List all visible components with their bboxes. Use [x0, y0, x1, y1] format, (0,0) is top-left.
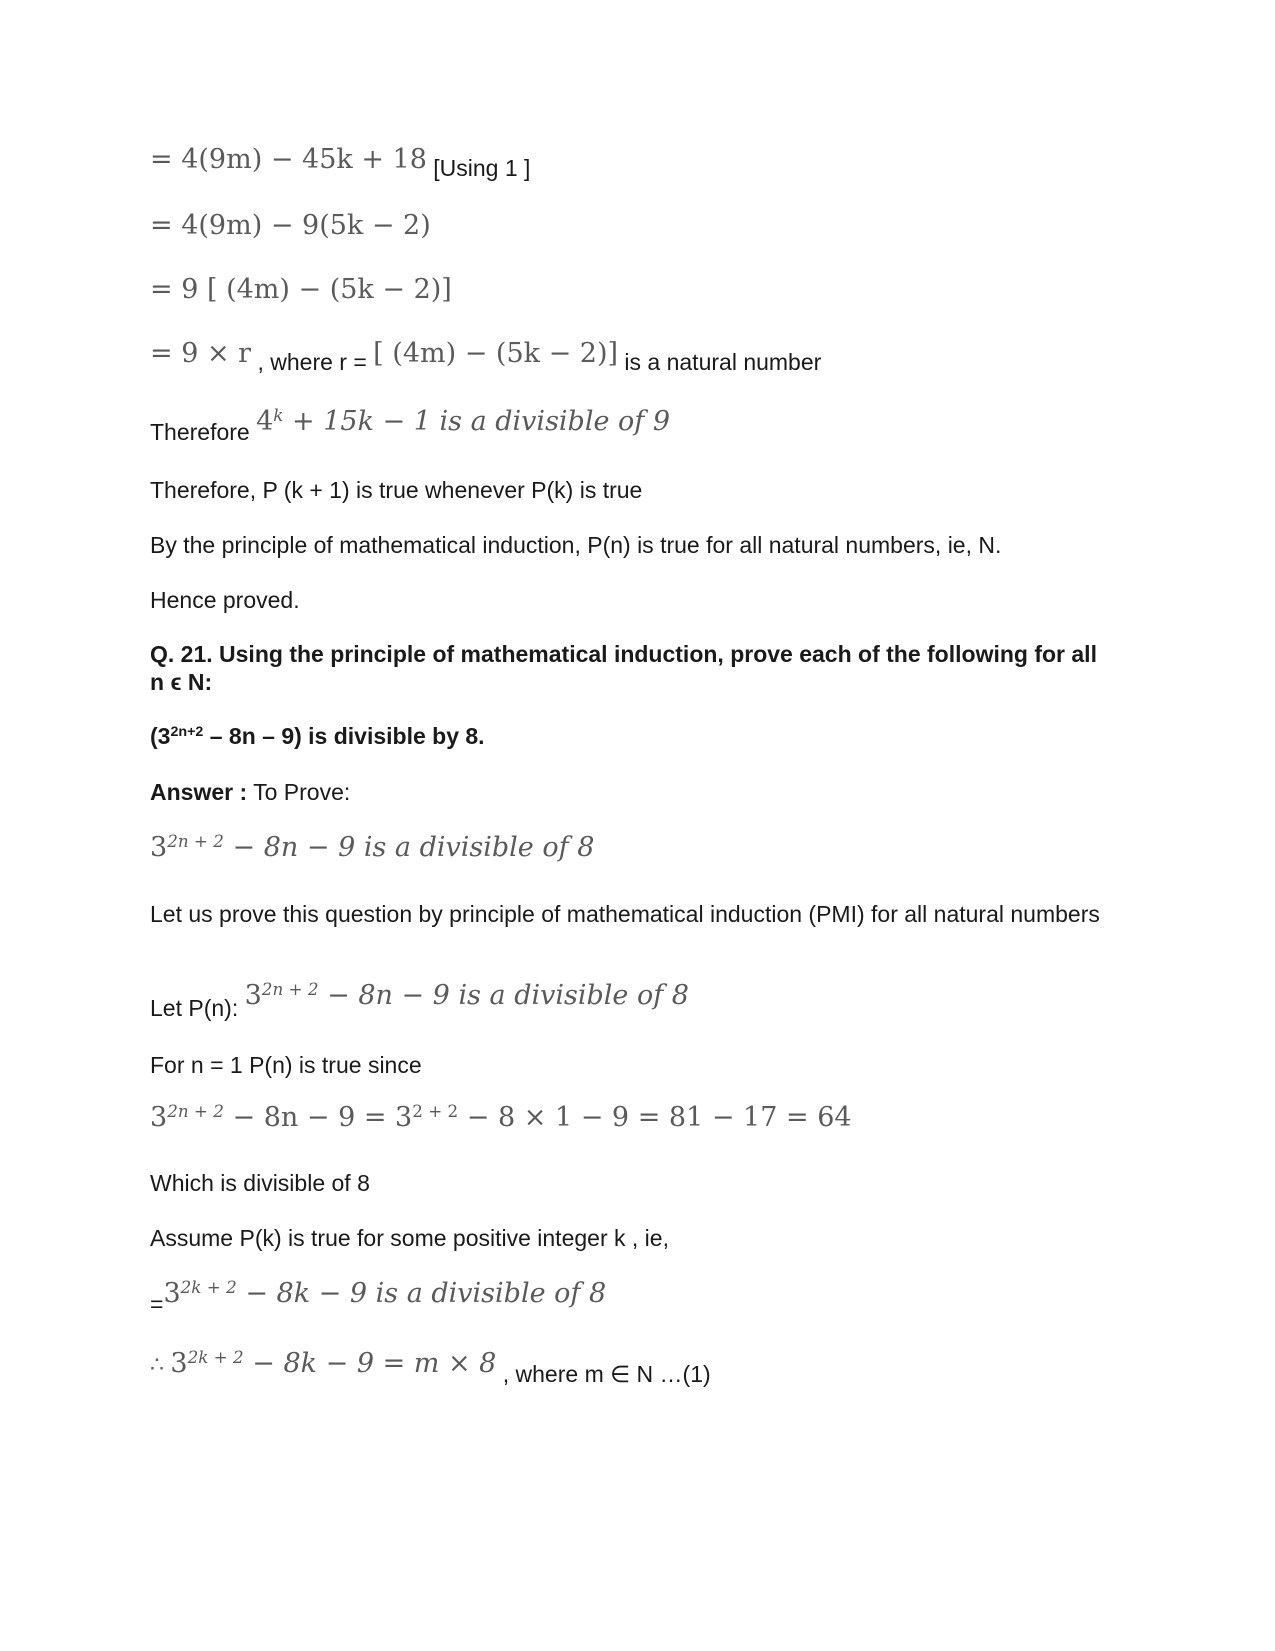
- therefore-symbol: ∴: [150, 1353, 164, 1378]
- math-exponent: 2n + 2: [167, 1100, 224, 1121]
- paragraph-therefore: [150, 476, 642, 504]
- therefore-text: Therefore: [150, 419, 250, 445]
- let-text: Let P(n):: [150, 995, 239, 1021]
- math-expression: − 8 × 1 − 9 = 81 − 17 = 64: [466, 1102, 852, 1133]
- let-pn-line: [150, 978, 689, 1021]
- equation-line-2: [150, 212, 431, 240]
- equation-to-prove: [150, 830, 595, 863]
- note-text: [Using 1 ]: [433, 155, 531, 181]
- math-expression: − 8k − 9 = m × 8: [252, 1348, 497, 1379]
- paragraph-divisible: [150, 1169, 370, 1197]
- paragraph-hence-proved: [150, 586, 300, 614]
- paragraph-text: Assume P(k) is true for some positive integer k , ie,: [150, 1225, 669, 1251]
- where-text: , where m ∈ N …(1): [502, 1361, 711, 1387]
- math-expression: + 15k − 1 is a divisible of 9: [292, 406, 671, 437]
- math-expression: = 9 × r: [150, 338, 252, 369]
- question-statement: [150, 722, 485, 750]
- math-base: 4: [256, 406, 274, 437]
- question-exponent: 2n+2: [170, 724, 204, 741]
- math-base: 3: [170, 1348, 188, 1379]
- therefore-line-1: [150, 404, 671, 445]
- paragraph-text: Which is divisible of 8: [150, 1170, 370, 1196]
- natural-number-text: is a natural number: [624, 349, 822, 375]
- math-expression: [ (4m) − (5k − 2)]: [373, 338, 619, 369]
- equation-assumption: [150, 1276, 607, 1317]
- math-expression: − 8k − 9 is a divisible of 8: [245, 1278, 607, 1309]
- question-heading: Q. 21. Using the principle of mathematical induction, prove each of the following for all n ϵ N:: [150, 641, 1097, 695]
- math-base: 3: [244, 980, 262, 1011]
- math-expression: = 4(9m) − 45k + 18: [150, 144, 427, 175]
- paragraph-pmi: [150, 901, 1110, 927]
- paragraph-text: Therefore, P (k + 1) is true whenever P(k) is true: [150, 477, 643, 503]
- paragraph-induction: [150, 531, 1001, 559]
- equation-line-1: [150, 144, 531, 181]
- math-base: 3: [150, 1102, 168, 1133]
- paragraph-text: By the principle of mathematical induction, P(n) is true for all natural numbers, ie, N.: [150, 532, 1002, 558]
- question-part: – 8n – 9) is divisible by 8.: [203, 723, 485, 749]
- math-expression: − 8n − 9 is a divisible of 8: [327, 980, 689, 1011]
- paragraph-assume: [150, 1224, 669, 1252]
- answer-text: To Prove:: [253, 779, 351, 805]
- equation-line-3: [150, 276, 452, 304]
- paragraph-text: Let us prove this question by principle of mathematical induction (PMI) for all natural numbers: [150, 901, 1100, 927]
- equation-one: [150, 1346, 711, 1387]
- answer-label: Answer :: [150, 779, 248, 805]
- where-text: , where r =: [257, 349, 367, 375]
- math-base: 3: [163, 1278, 181, 1309]
- paragraph-text: For n = 1 P(n) is true since: [150, 1052, 422, 1078]
- math-expression: = 9 [ (4m) − (5k − 2)]: [150, 274, 452, 305]
- math-exponent: 2k + 2: [180, 1276, 237, 1297]
- paragraph-n-equals-1: [150, 1051, 422, 1079]
- equation-base-case: [150, 1100, 852, 1133]
- math-exponent: 2 + 2: [412, 1100, 459, 1121]
- math-base: 3: [150, 832, 168, 863]
- math-expression: = 4(9m) − 9(5k − 2): [150, 210, 431, 241]
- answer-line: [150, 778, 350, 806]
- math-exponent: 2n + 2: [261, 978, 319, 999]
- math-expression: − 8n − 9 is a divisible of 8: [232, 832, 595, 863]
- math-expression: − 8n − 9 = 3: [232, 1102, 413, 1133]
- equals-sign: =: [150, 1291, 164, 1317]
- paragraph-text: Hence proved.: [150, 587, 300, 613]
- math-exponent: 2n + 2: [167, 830, 224, 851]
- math-exponent: k: [273, 404, 284, 425]
- math-exponent: 2k + 2: [187, 1346, 244, 1367]
- question-part: (3: [150, 723, 171, 749]
- equation-line-4: [150, 338, 822, 375]
